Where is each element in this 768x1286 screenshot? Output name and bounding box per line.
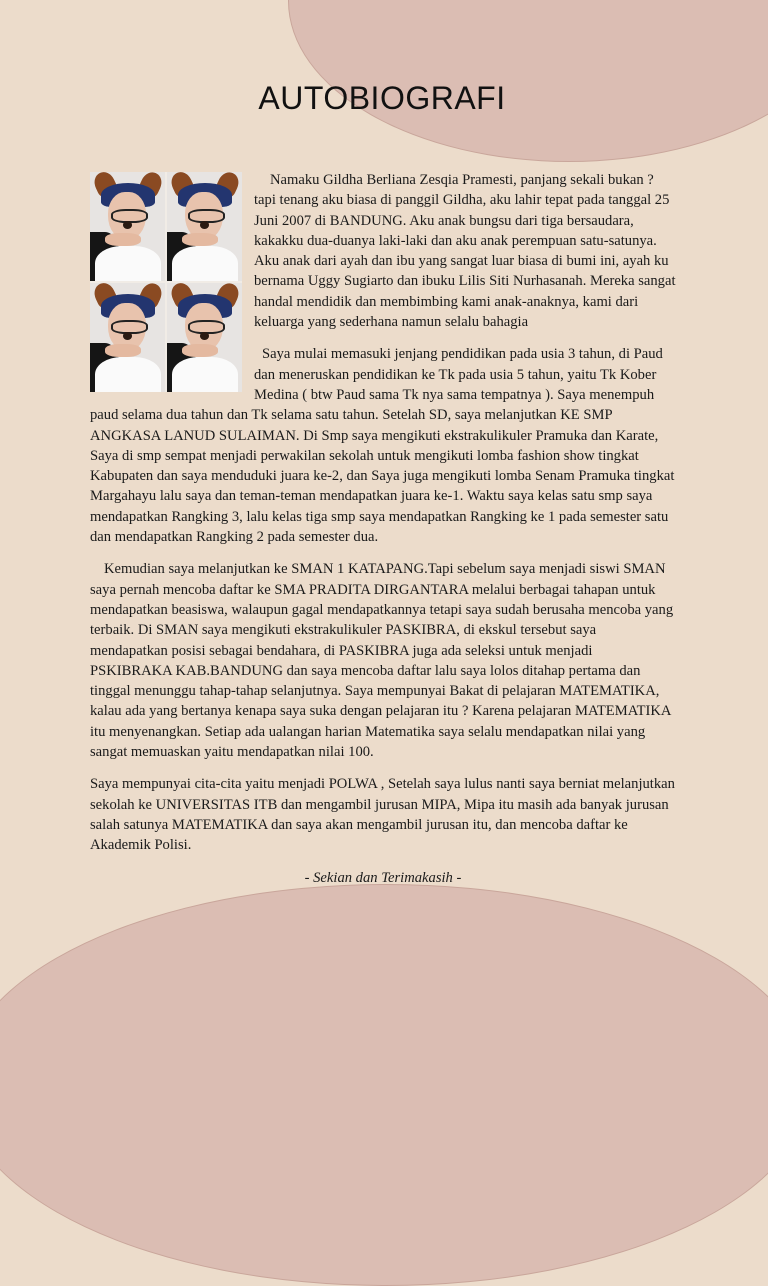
paragraph-education: Saya mulai memasuki jenjang pendidikan pada usia 3 tahun, di Paud dan meneruskan pendidikan ke Tk pada usia 5 tahun, yaitu Tk Kober Medina ( btw Paud sama Tk nya sama tempatnya ). Saya menempuh paud selama dua tahun dan Tk selama satu tahun. Setelah SD, saya melanjutkan KE SMP ANGKASA LANUD SULAIMAN. Di Smp saya mengikuti ekstrakulikuler Pramuka dan Karate, Saya di smp sempat menjadi perwakilan sekolah untuk mengikuti lomba fashion show tingkat Kabupaten dan saya menduduki juara ke-2, dan Saya juga mengikuti lomba Senam Pramuka tingkat Margahayu lalu saya dan teman-teman mendapatkan juara ke-1. Waktu saya kelas satu smp saya mendapatkan Rangking 3, lalu kelas tiga smp saya mendapatkan Rangking ke 1 pada semester satu dan mendapatkan Rangking 2 pada semester dua. xyxy=(90,346,675,546)
page-title: AUTOBIOGRAFI xyxy=(258,80,506,116)
photo-tile xyxy=(90,283,165,392)
person-photo-collage-icon xyxy=(90,172,242,392)
photo-tile xyxy=(167,172,242,281)
photo-tile xyxy=(90,172,165,281)
photo-tile xyxy=(167,283,242,392)
decorative-circle-bottom xyxy=(0,884,768,1286)
paragraph-high-school: Kemudian saya melanjutkan ke SMAN 1 KATAPANG.Tapi sebelum saya menjadi siswi SMAN saya pernah mencoba daftar ke SMA PRADITA DIRGANTARA melalui berbagai tahapan untuk mendapatkan beasiswa, walaupun gagal mendapatkannya tetapi saya sudah berusaha mencoba yang terbaik. Di SMAN saya mengikuti ekstrakulikuler PASKIBRA, di ekskul tersebut saya mendapatkan posisi sebagai bendahara, di PASKIBRA juga ada seleksi untuk menjadi PSKIBRAKA KAB.BANDUNG dan saya mencoba daftar lalu saya lolos ditahap pertama dan tinggal menunggu tahap-tahap selanjutnya. Saya mempunyai Bakat di pelajaran MATEMATIKA, kalau ada yang bertanya kenapa saya suka dengan pelajaran itu ? Karena pelajaran MATEMATIKA itu menyenangkan. Setiap ada ualangan harian Matematika saya selalu mendapatkan nilai yang sangat memuaskan yaitu mendapatkan nilai 100. xyxy=(90,561,674,761)
document-body xyxy=(90,170,676,888)
signoff: - Sekian dan Terimakasih - xyxy=(304,869,462,886)
paragraph-aspiration: Saya mempunyai cita-cita yaitu menjadi POLWA , Setelah saya lulus nanti saya berniat melanjutkan sekolah ke UNIVERSITAS ITB dan mengambil jurusan MIPA, Mipa itu masih ada banyak jurusan salah satunya MATEMATIKA dan saya akan mengambil jurusan itu, dan mencoba daftar ke Akademik Polisi. xyxy=(90,776,675,854)
paragraph-intro: Namaku Gildha Berliana Zesqia Pramesti, panjang sekali bukan ? tapi tenang aku biasa di panggil Gildha, aku lahir tepat pada tanggal 25 Juni 2007 di BANDUNG. Aku anak bungsu dari tiga bersaudara, kakakku dua-duanya laki-laki dan aku anak perempuan satu-satunya. Aku anak dari ayah dan ibu yang sangat luar biasa di bumi ini, ayah ku bernama Uggy Sugiarto dan ibuku Lilis Siti Nurhasanah. Mereka sangat handal mendidik dan membimbing kami anak-anaknya, kami dari keluarga yang sederhana namun selalu bahagia xyxy=(254,172,676,331)
